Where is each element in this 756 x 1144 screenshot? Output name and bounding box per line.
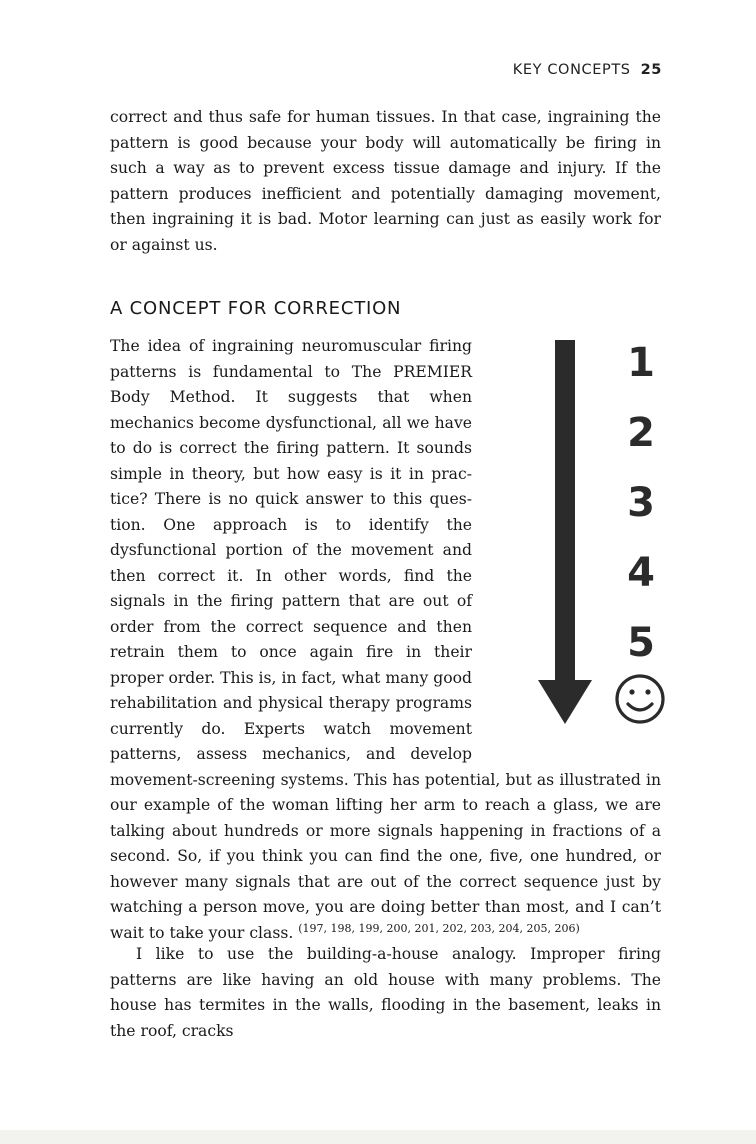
sequence-number-4: 4 bbox=[627, 550, 655, 596]
sequence-number-1: 1 bbox=[627, 340, 655, 386]
main-citation: (197, 198, 199, 200, 201, 202, 203, 204, 205, 206) bbox=[298, 921, 580, 935]
down-arrow-icon bbox=[538, 340, 592, 724]
sequence-number-2: 2 bbox=[627, 410, 655, 456]
firing-sequence-graphic bbox=[524, 334, 666, 760]
sequence-number-5: 5 bbox=[627, 620, 655, 666]
section-heading: A CONCEPT FOR CORRECTION bbox=[110, 298, 402, 319]
running-head-section: KEY CONCEPTS bbox=[512, 62, 631, 78]
page-bottom-margin bbox=[0, 1130, 756, 1144]
main-paragraph-block bbox=[110, 334, 661, 946]
sequence-number-3: 3 bbox=[627, 480, 655, 526]
page-number: 25 bbox=[640, 62, 662, 78]
running-head bbox=[513, 62, 662, 78]
main-paragraph: The idea of ingraining neuromuscular firing patterns is fundamental to The PREMIER Body Method. It suggests that when mechanics become dysfunctional, all we have to do is correct the firing pattern. It sounds simple in theory, but how easy is it in practice? There is no quick answer to this question. One approach is to identify the dysfunctional portion of the movement and then correct it. In other words, find the signals in the firing pattern that are out of order from the correct sequence and then retrain them to once again fire in their proper order. This is, in fact, what many good rehabilitation and physical therapy programs currently do. Experts watch movement patterns, assess mechanics, and develop movement-screening systems. This has potential, but as illustrated in our example of the woman lifting her arm to reach a glass, we are talking about hundreds or more signals happening in fractions of a second. So, if you think you can find the one, five, one hundred, or however many signals that are out of the correct sequence just by watching a person move, you are doing better than most, and I can’t wait to take your class. bbox=[110, 337, 661, 942]
smiley-face-icon bbox=[617, 676, 663, 722]
firing-sequence-figure bbox=[524, 334, 666, 760]
sequence-numbers bbox=[627, 340, 655, 666]
house-analogy-paragraph: I like to use the building-a-house analogy. Improper firing patterns are like having an old house with many problems. The house has termites in the walls, flooding in the basement, leaks in the roof, cracks bbox=[110, 945, 661, 1040]
intro-paragraph: correct and thus safe for human tissues. In that case, ingraining the pattern is good because your body will automatically be firing in such a way as to prevent excess tissue damage and injury. If the pattern produces inefficient and potentially damaging movement, then ingraining it is bad. Motor learning can just as easily work for or against us. bbox=[110, 108, 661, 254]
